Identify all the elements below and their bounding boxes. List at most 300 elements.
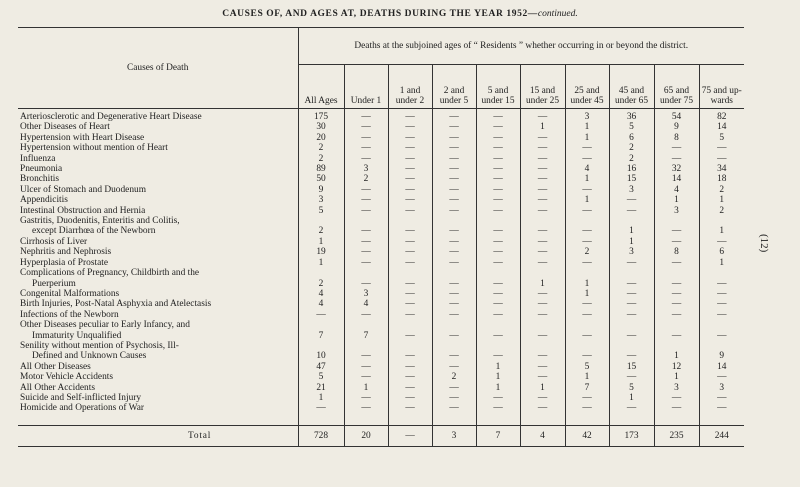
cell-value: — — [609, 331, 654, 341]
total-value: — — [388, 425, 432, 446]
cell-value — [565, 341, 609, 351]
cell-value: — — [699, 237, 744, 247]
cell-value: 1 — [609, 226, 654, 236]
cell-value: 2 — [344, 174, 388, 184]
cell-value: 1 — [699, 258, 744, 268]
cause-label: Puerperium — [32, 278, 76, 289]
cell-value: — — [520, 195, 565, 205]
cell-value: — — [476, 279, 520, 289]
cell-value: 1 — [565, 195, 609, 205]
cell-value: 1 — [699, 195, 744, 205]
spacer-cell — [432, 414, 476, 426]
cell-value — [520, 268, 565, 278]
cell-value: — — [565, 310, 609, 320]
cell-value: 5 — [298, 372, 344, 382]
cell-value: — — [388, 109, 432, 123]
cell-value: — — [344, 237, 388, 247]
cause-label: Hyperplasia of Prostate — [20, 257, 108, 268]
column-header: 5 and under 15 — [476, 65, 520, 109]
cell-value: — — [520, 393, 565, 403]
cell-value: — — [520, 331, 565, 341]
cell-value — [344, 268, 388, 278]
table-row — [18, 289, 744, 299]
table-row — [18, 383, 744, 393]
table-row — [18, 299, 744, 309]
cell-value: 2 — [432, 372, 476, 382]
cell-value: 1 — [654, 195, 699, 205]
spacer-cell — [565, 414, 609, 426]
cell-value: — — [476, 133, 520, 143]
cause-label: All Other Diseases — [20, 361, 91, 372]
table-row — [18, 362, 744, 372]
cell-value: 1 — [298, 237, 344, 247]
cell-value: 1 — [699, 226, 744, 236]
cell-value: — — [609, 299, 654, 309]
cell-value: — — [432, 143, 476, 153]
cell-value: — — [432, 185, 476, 195]
cause-label: Influenza — [20, 153, 56, 164]
cell-value: — — [565, 403, 609, 413]
cell-value: — — [344, 133, 388, 143]
cell-value: — — [699, 393, 744, 403]
cell-value: — — [432, 206, 476, 216]
table-row — [18, 268, 744, 278]
cell-value: 3 — [344, 289, 388, 299]
column-header: 75 and up-wards — [699, 65, 744, 109]
cell-value: — — [432, 195, 476, 205]
table-row — [18, 331, 744, 341]
cell-value: 10 — [298, 351, 344, 361]
cell-value: — — [298, 310, 344, 320]
cell-value: — — [609, 195, 654, 205]
cell-value: — — [344, 279, 388, 289]
cell-value: — — [520, 237, 565, 247]
spacer-cell — [388, 414, 432, 426]
cell-value: 7 — [565, 383, 609, 393]
spacer-cell — [298, 414, 344, 426]
cell-value: 15 — [609, 362, 654, 372]
cell-value: — — [432, 289, 476, 299]
cell-value: — — [565, 226, 609, 236]
cell-value: — — [520, 174, 565, 184]
cell-value: — — [699, 372, 744, 382]
cell-value: — — [654, 154, 699, 164]
cell-value: — — [609, 289, 654, 299]
cell-value: — — [388, 143, 432, 153]
cell-value: — — [432, 154, 476, 164]
cell-value: — — [432, 226, 476, 236]
cell-value: 2 — [298, 279, 344, 289]
cell-value: 19 — [298, 247, 344, 257]
column-header: 1 and under 2 — [388, 65, 432, 109]
cell-value: — — [520, 362, 565, 372]
cell-value: 6 — [699, 247, 744, 257]
cell-value — [432, 268, 476, 278]
cell-value: 2 — [609, 143, 654, 153]
cell-value — [432, 320, 476, 330]
cell-value: — — [388, 226, 432, 236]
table-row — [18, 351, 744, 361]
cell-value: 2 — [699, 206, 744, 216]
spacer-cell — [699, 414, 744, 426]
cell-value: 4 — [565, 164, 609, 174]
cell-value: 54 — [654, 109, 699, 123]
cell-value — [654, 341, 699, 351]
cell-value: — — [476, 195, 520, 205]
cell-value: 3 — [654, 383, 699, 393]
cell-value: — — [520, 299, 565, 309]
cell-value: — — [344, 247, 388, 257]
cell-value: — — [654, 310, 699, 320]
cell-value: 15 — [609, 174, 654, 184]
cause-label: Complications of Pregnancy, Childbirth and the — [20, 268, 200, 279]
cell-value: — — [432, 164, 476, 174]
cell-value: 5 — [609, 383, 654, 393]
cell-value: — — [344, 258, 388, 268]
cell-value: — — [432, 109, 476, 123]
total-row — [18, 425, 744, 446]
total-value: 3 — [432, 425, 476, 446]
cell-value: 175 — [298, 109, 344, 123]
cause-label: Other Diseases peculiar to Early Infancy, and — [20, 320, 190, 331]
cell-value: — — [520, 247, 565, 257]
cell-value — [432, 216, 476, 226]
cell-value: — — [520, 164, 565, 174]
cause-label: Immaturity Unqualified — [32, 330, 122, 341]
cell-value: — — [432, 383, 476, 393]
cause-label: Other Diseases of Heart — [20, 122, 110, 133]
cell-value: — — [388, 362, 432, 372]
cell-value — [565, 320, 609, 330]
cell-value: 1 — [565, 279, 609, 289]
cell-value: 1 — [520, 279, 565, 289]
cell-value: 1 — [476, 383, 520, 393]
cell-value: — — [520, 310, 565, 320]
cause-label: Gastritis, Duodenitis, Enteritis and Colitis, — [20, 216, 180, 227]
cell-value — [476, 268, 520, 278]
column-header: 65 and under 75 — [654, 65, 699, 109]
cell-value: — — [476, 237, 520, 247]
cell-value: — — [654, 289, 699, 299]
cell-value: — — [476, 154, 520, 164]
cell-value: 2 — [565, 247, 609, 257]
spacer-cell — [520, 414, 565, 426]
cell-value: — — [432, 351, 476, 361]
cell-value: — — [388, 279, 432, 289]
cause-label: Congenital Malformations — [20, 288, 120, 299]
cell-value: 7 — [298, 331, 344, 341]
cell-value: 21 — [298, 383, 344, 393]
cell-value: — — [388, 393, 432, 403]
cell-value: 14 — [654, 174, 699, 184]
cell-value: 82 — [699, 109, 744, 123]
cell-value: — — [609, 279, 654, 289]
cell-value — [699, 216, 744, 226]
table-row — [18, 320, 744, 330]
cell-value: 9 — [654, 122, 699, 132]
table-row — [18, 109, 744, 123]
cell-value — [520, 320, 565, 330]
cell-value: 1 — [609, 237, 654, 247]
cell-value: 1 — [565, 174, 609, 184]
cell-value: — — [699, 299, 744, 309]
cell-value: — — [388, 258, 432, 268]
cell-value — [609, 268, 654, 278]
cell-value: — — [565, 237, 609, 247]
cause-label: except Diarrhœa of the Newborn — [32, 226, 156, 237]
cell-value: 2 — [298, 154, 344, 164]
cell-value: — — [344, 185, 388, 195]
spacer-row — [18, 414, 744, 426]
cell-value: — — [699, 154, 744, 164]
cell-value — [609, 216, 654, 226]
cell-value: — — [298, 403, 344, 413]
cell-value: — — [432, 174, 476, 184]
cell-value: — — [344, 403, 388, 413]
cell-value: — — [476, 393, 520, 403]
table-row — [18, 143, 744, 153]
cell-value: 4 — [298, 289, 344, 299]
cell-value: — — [520, 289, 565, 299]
cell-value: — — [388, 247, 432, 257]
total-value: 235 — [654, 425, 699, 446]
cause-label: Bronchitis — [20, 174, 60, 185]
cell-value: — — [432, 362, 476, 372]
cell-value: — — [344, 362, 388, 372]
cell-value — [654, 268, 699, 278]
cell-value: — — [388, 195, 432, 205]
cell-value: 20 — [298, 133, 344, 143]
cell-value: 34 — [699, 164, 744, 174]
cause-label: Birth Injuries, Post-Natal Asphyxia and Atelectasis — [20, 299, 212, 310]
cell-value: — — [388, 206, 432, 216]
total-value: 7 — [476, 425, 520, 446]
cell-value: — — [432, 258, 476, 268]
cell-value: 6 — [609, 133, 654, 143]
cell-value — [565, 268, 609, 278]
total-value: 4 — [520, 425, 565, 446]
cause-label: Defined and Unknown Causes — [32, 351, 147, 362]
table-row — [18, 174, 744, 184]
cell-value: — — [476, 258, 520, 268]
cell-value: — — [476, 289, 520, 299]
cell-value: — — [520, 133, 565, 143]
cell-value — [654, 320, 699, 330]
cell-value: — — [520, 143, 565, 153]
cell-value: 32 — [654, 164, 699, 174]
cell-value: — — [476, 310, 520, 320]
total-label: Total — [18, 425, 298, 446]
cell-value: — — [388, 310, 432, 320]
cause-label: Suicide and Self-inflicted Injury — [20, 392, 142, 403]
cell-value: — — [388, 351, 432, 361]
cell-value: 18 — [699, 174, 744, 184]
cell-value: — — [476, 331, 520, 341]
table-row — [18, 133, 744, 143]
causes-header: Causes of Death — [18, 28, 298, 109]
cell-value: — — [344, 351, 388, 361]
cause-label: Appendicitis — [20, 195, 68, 206]
cause-label: All Other Accidents — [20, 382, 95, 393]
spacer-cell — [18, 414, 298, 426]
cell-value: 16 — [609, 164, 654, 174]
cell-value: — — [654, 258, 699, 268]
cell-value: 1 — [565, 122, 609, 132]
cell-value: — — [654, 331, 699, 341]
cell-value: 1 — [609, 393, 654, 403]
cell-value — [298, 320, 344, 330]
cell-value: — — [609, 310, 654, 320]
cell-value: 3 — [609, 185, 654, 195]
cause-label: Infections of the Newborn — [20, 309, 119, 320]
cell-value: — — [432, 122, 476, 132]
cell-value: — — [476, 174, 520, 184]
cause-label: Intestinal Obstruction and Hernia — [20, 205, 146, 216]
table-row — [18, 206, 744, 216]
cell-value: — — [476, 206, 520, 216]
cell-value — [388, 216, 432, 226]
cell-value: — — [432, 403, 476, 413]
cell-value: 2 — [699, 185, 744, 195]
cell-value: 14 — [699, 362, 744, 372]
cell-value: — — [520, 185, 565, 195]
spacer-cell — [476, 414, 520, 426]
cell-value: — — [388, 237, 432, 247]
cell-value: — — [520, 351, 565, 361]
cell-value: — — [344, 393, 388, 403]
cell-value: 14 — [699, 122, 744, 132]
cell-value: — — [432, 237, 476, 247]
cell-value: — — [476, 185, 520, 195]
cell-value: 1 — [520, 383, 565, 393]
table-row — [18, 216, 744, 226]
cell-value: — — [699, 279, 744, 289]
cell-value: — — [432, 393, 476, 403]
cell-value: — — [388, 299, 432, 309]
cell-value: 2 — [609, 154, 654, 164]
cell-value: — — [609, 351, 654, 361]
cell-value: 3 — [654, 206, 699, 216]
cell-value: — — [344, 206, 388, 216]
cell-value: 1 — [298, 393, 344, 403]
total-value: 42 — [565, 425, 609, 446]
cell-value: 8 — [654, 133, 699, 143]
cell-value: — — [432, 310, 476, 320]
table-row — [18, 393, 744, 403]
table-row — [18, 154, 744, 164]
cell-value: 5 — [699, 133, 744, 143]
cell-value: — — [388, 164, 432, 174]
cause-label: Motor Vehicle Accidents — [20, 372, 114, 383]
cell-value — [388, 320, 432, 330]
spacer-cell — [344, 414, 388, 426]
cell-value: — — [432, 299, 476, 309]
cell-value: — — [476, 351, 520, 361]
cell-value — [476, 341, 520, 351]
cell-value: 5 — [565, 362, 609, 372]
cell-value: — — [388, 383, 432, 393]
cell-value: — — [565, 331, 609, 341]
cell-value: — — [388, 133, 432, 143]
cell-value: — — [520, 226, 565, 236]
cell-value: 50 — [298, 174, 344, 184]
cell-value: — — [520, 258, 565, 268]
cell-value: 1 — [476, 362, 520, 372]
cell-value: — — [609, 258, 654, 268]
cell-value: 4 — [344, 299, 388, 309]
cell-value — [520, 341, 565, 351]
cell-value: — — [388, 154, 432, 164]
cell-value: 30 — [298, 122, 344, 132]
cell-value: 9 — [699, 351, 744, 361]
column-header: 45 and under 65 — [609, 65, 654, 109]
cell-value — [298, 268, 344, 278]
cell-value: — — [476, 109, 520, 123]
table-row — [18, 341, 744, 351]
cell-value: — — [432, 133, 476, 143]
cell-value: — — [565, 258, 609, 268]
cell-value: — — [520, 154, 565, 164]
age-group-header: Deaths at the subjoined ages of “ Residents ” whether occurring in or beyond the district. — [298, 28, 744, 65]
cell-value: 1 — [476, 372, 520, 382]
cell-value: — — [654, 403, 699, 413]
cell-value — [476, 320, 520, 330]
spacer-cell — [609, 414, 654, 426]
cell-value: 3 — [298, 195, 344, 205]
cell-value: — — [609, 372, 654, 382]
cell-value: — — [388, 185, 432, 195]
table-row — [18, 403, 744, 413]
cell-value: — — [699, 143, 744, 153]
cell-value — [476, 216, 520, 226]
cell-value — [699, 320, 744, 330]
cell-value — [609, 341, 654, 351]
cell-value: 1 — [298, 258, 344, 268]
cell-value — [654, 216, 699, 226]
cell-value: — — [565, 185, 609, 195]
cell-value — [388, 341, 432, 351]
cell-value — [432, 341, 476, 351]
table-row — [18, 258, 744, 268]
cell-value: — — [476, 143, 520, 153]
cell-value: — — [609, 206, 654, 216]
cell-value: 36 — [609, 109, 654, 123]
cell-value: 1 — [520, 122, 565, 132]
cell-value — [298, 341, 344, 351]
cause-label: Homicide and Operations of War — [20, 403, 145, 414]
column-header: 25 and under 45 — [565, 65, 609, 109]
cell-value — [609, 320, 654, 330]
cell-value: — — [432, 279, 476, 289]
cause-label: Senility without mention of Psychosis, Ill- — [20, 340, 179, 351]
cell-value: — — [476, 299, 520, 309]
cell-value: — — [388, 331, 432, 341]
cell-value: 4 — [654, 185, 699, 195]
cause-label: Arteriosclerotic and Degenerative Heart Disease — [20, 112, 202, 122]
cell-value: — — [344, 372, 388, 382]
cell-value: 4 — [298, 299, 344, 309]
cause-label: Hypertension without mention of Heart — [20, 143, 168, 154]
table-row — [18, 237, 744, 247]
cell-value: — — [388, 174, 432, 184]
table-row — [18, 195, 744, 205]
cell-value — [298, 216, 344, 226]
cell-value: — — [565, 206, 609, 216]
cell-value: 89 — [298, 164, 344, 174]
cell-value: — — [565, 154, 609, 164]
cell-value: 3 — [565, 109, 609, 123]
page-number: (12) — [758, 234, 770, 253]
